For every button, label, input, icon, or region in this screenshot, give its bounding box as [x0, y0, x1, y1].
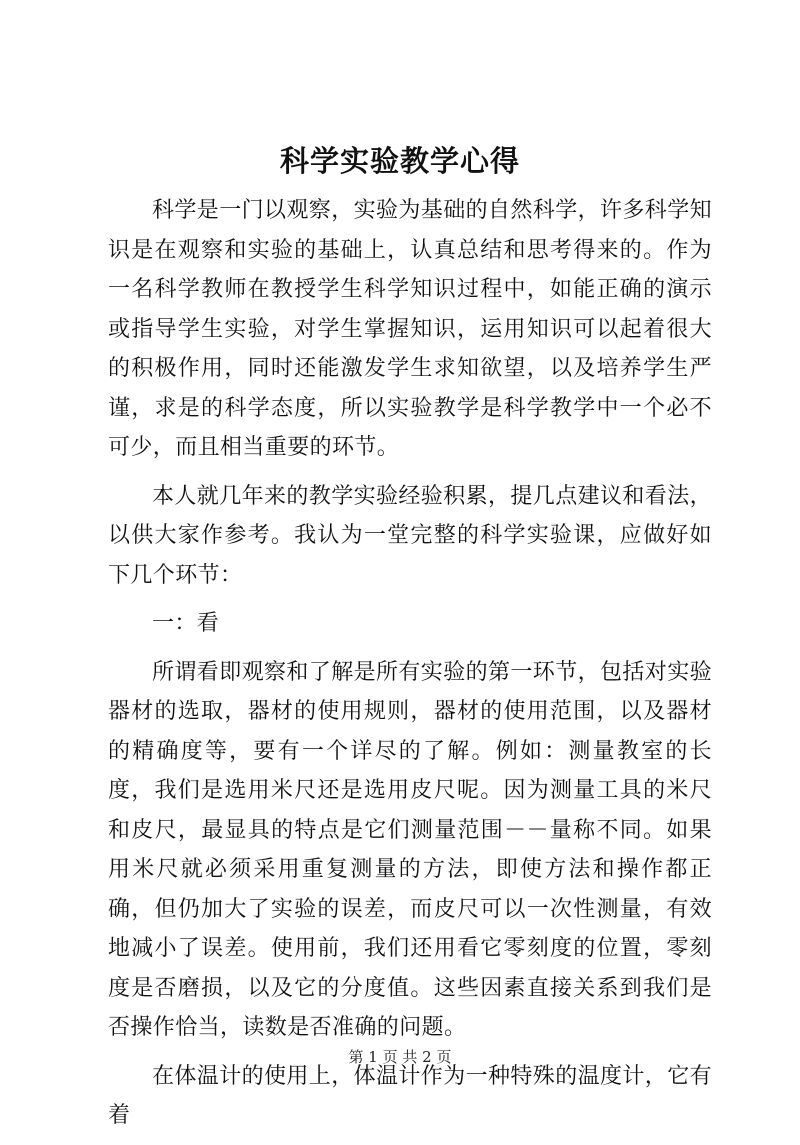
section-heading-look: 一：看 [152, 611, 220, 636]
paragraph-observation: 所谓看即观察和了解是所有实验的第一环节，包括对实验器材的选取，器材的使用规则，器材的使用范围，以及器材的精确度等，要有一个详尽的了解。例如：测量教室的长度，我们是选用米尺还是选用皮尺呢。因为测量工具的米尺和皮尺，最显具的特点是它们测量范围－－量称不同。如果用米尺就必须采用重复测量的方法，即使方法和操作都正确，但仍加大了实验的误差，而皮尺可以一次性测量，有效地减小了误差。使用前，我们还用看它零刻度的位置，零刻度是否磨损，以及它的分度值。这些因素直接关系到我们是否操作恰当，读数是否准确的问题。 [108, 659, 713, 1040]
page-footer: 第 1 页 共 2 页 [348, 1048, 452, 1066]
paragraph-suggestions: 本人就几年来的教学实验经验积累，提几点建议和看法，以供大家作参考。我认为一堂完整的科学实验课，应做好如下几个环节： [108, 483, 713, 588]
paragraph-thermometer: 在体温计的使用上，体温计作为一种特殊的温度计，它有着 [108, 1063, 713, 1128]
page-title: 科学实验教学心得 [279, 144, 520, 178]
document-body [108, 191, 712, 1145]
paragraph-intro: 科学是一门以观察，实验为基础的自然科学，许多科学知识是在观察和实验的基础上，认真总结和思考得来的。作为一名科学教师在教授学生科学知识过程中，如能正确的演示或指导学生实验，对学生掌握知识，运用知识可以起着很大的积极作用，同时还能激发学生求知欲望，以及培养学生严谨，求是的科学态度，所以实验教学是科学教学中一个必不可少，而且相当重要的环节。 [108, 198, 713, 460]
